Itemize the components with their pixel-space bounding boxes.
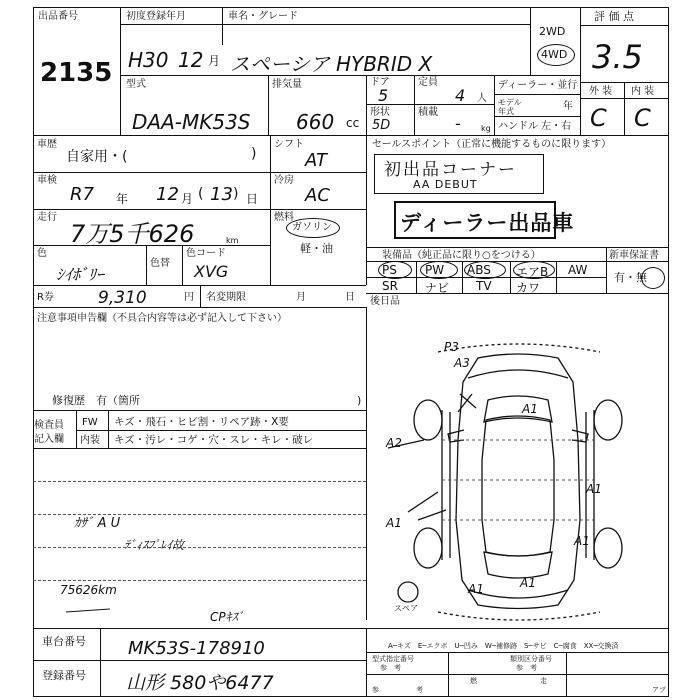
spare-label: スペア bbox=[394, 604, 418, 613]
first-reg-month: 12 bbox=[178, 48, 204, 72]
history-label: 車歴 bbox=[37, 139, 57, 150]
warranty-circle bbox=[641, 267, 665, 289]
equipment-ps-label: PS bbox=[382, 263, 397, 277]
model-value: スペーシア HYBRID X bbox=[230, 52, 433, 76]
divider bbox=[33, 172, 366, 173]
plate-value: 山形 580や6477 bbox=[126, 672, 274, 694]
divider bbox=[33, 628, 669, 629]
first-listing: 初出品コーナー bbox=[384, 160, 517, 180]
equipment-pw-circle bbox=[420, 261, 458, 279]
repair-close: ) bbox=[357, 394, 362, 407]
inspection-year-unit: 年 bbox=[116, 192, 129, 206]
equipment-label: 装備品（純正品に限り○をつける） bbox=[382, 250, 541, 261]
divider bbox=[33, 660, 366, 661]
rear-glass bbox=[484, 552, 552, 578]
diagram-mark-a1-front: A1 bbox=[522, 402, 538, 416]
doors-value: 5 bbox=[378, 86, 389, 105]
mileage-label: 走行 bbox=[37, 212, 57, 223]
grade-label: 評 価 点 bbox=[594, 10, 634, 23]
inspection-day: 13 bbox=[210, 184, 233, 205]
ref-label: 参 考 bbox=[380, 664, 401, 672]
doors-label: ドア bbox=[370, 77, 390, 88]
fw-items: キズ・飛石・ヒビ割・リペア跡・X要 bbox=[114, 416, 289, 428]
equipment-tv-label: TV bbox=[476, 279, 492, 293]
plate-label: 登録番号 bbox=[42, 669, 86, 682]
class-label: 類別区分番号 bbox=[510, 655, 552, 663]
divider bbox=[76, 410, 77, 448]
divider bbox=[366, 293, 669, 294]
equipment-tv bbox=[462, 278, 511, 293]
divider bbox=[33, 410, 366, 411]
month-label: 月 bbox=[296, 292, 306, 303]
recycle-value: 9,310 bbox=[98, 288, 147, 308]
inspection-month-unit: 月 bbox=[181, 192, 194, 206]
divider bbox=[270, 135, 271, 285]
recycle-label: R券 bbox=[37, 292, 54, 303]
diagram-mark-a1-left: A1 bbox=[386, 516, 402, 530]
divider bbox=[624, 82, 625, 135]
diagram-mark-p3: P3 bbox=[444, 340, 459, 354]
rear-seat-label: 後日品 bbox=[370, 296, 400, 307]
load-unit: kg bbox=[481, 124, 491, 133]
note-line bbox=[33, 547, 366, 548]
displacement-value: 660 bbox=[296, 110, 335, 134]
dealer-label: ディーラー・並行 bbox=[498, 80, 578, 91]
divider bbox=[366, 674, 669, 675]
divider bbox=[268, 75, 269, 135]
shape-label: 形状 bbox=[370, 107, 390, 118]
grade-value: 3.5 bbox=[592, 38, 643, 76]
shift-label: シフト bbox=[274, 139, 304, 150]
top-bar bbox=[438, 344, 600, 352]
chassis-label: 車台番号 bbox=[42, 635, 86, 648]
divider bbox=[366, 104, 494, 105]
inspection-day-unit: 日 bbox=[246, 192, 259, 206]
color-code-value: XVG bbox=[194, 262, 229, 281]
divider bbox=[366, 652, 669, 653]
handwritten-note-2: ﾃﾞｨｽﾌﾟﾚｲ故 bbox=[124, 538, 185, 552]
equipment-aw-label: AW bbox=[568, 263, 588, 277]
lot-number: 2135 bbox=[40, 58, 113, 88]
name-change-label: 名変期限 bbox=[206, 292, 246, 303]
load-value: - bbox=[455, 114, 461, 133]
mileage-ref: 走 bbox=[540, 677, 547, 685]
exterior-value: C bbox=[590, 104, 607, 132]
diagram-mark-a1-rear: A1 bbox=[520, 576, 536, 590]
divider bbox=[33, 135, 669, 136]
divider bbox=[366, 247, 669, 248]
roof-outline bbox=[482, 416, 554, 556]
warranty-label: 新車保証書 bbox=[609, 250, 659, 261]
warranty-value: 有・無 bbox=[614, 271, 647, 284]
type-spec-label: 型式指定番号 bbox=[372, 655, 414, 663]
note-line bbox=[33, 580, 366, 581]
equipment-abs-label: ABS bbox=[467, 263, 491, 277]
divider bbox=[366, 75, 367, 135]
handwritten-note-1: ｶｻﾞ A U bbox=[74, 516, 121, 531]
sheet-code: アプ bbox=[652, 686, 666, 694]
first-reg-label: 初度登録年月 bbox=[126, 11, 186, 22]
divider bbox=[222, 7, 223, 45]
diagram-mark-a3: A3 bbox=[454, 356, 470, 370]
color-label: 色 bbox=[37, 248, 47, 259]
ref-label-2: 参 考 bbox=[516, 664, 537, 672]
type-value: DAA-MK53S bbox=[132, 110, 251, 134]
equipment-aw bbox=[556, 262, 606, 277]
capacity-unit: 人 bbox=[477, 93, 487, 104]
wheel-front-right bbox=[594, 400, 622, 440]
diagram-mark-a1-rear-right: A1 bbox=[574, 534, 590, 548]
divider bbox=[494, 75, 495, 135]
divider bbox=[366, 135, 367, 285]
wheel-rear-left bbox=[414, 528, 442, 568]
equipment-airbag-circle bbox=[513, 261, 555, 279]
divider bbox=[580, 98, 669, 99]
inspection-paren-open: ( bbox=[198, 186, 204, 202]
equipment-navi bbox=[416, 278, 463, 293]
fw-label: FW bbox=[82, 417, 98, 428]
divider bbox=[33, 307, 366, 308]
equipment-pw-label: PW bbox=[425, 263, 445, 277]
model-year-label: モデル年式 bbox=[498, 98, 522, 116]
equipment-sr bbox=[378, 278, 417, 293]
fuel-label: 燃料 bbox=[274, 212, 294, 223]
equipment-ps-circle bbox=[378, 261, 412, 279]
mileage-value: 7万5千626 bbox=[70, 220, 195, 248]
displacement-unit: cc bbox=[346, 116, 360, 130]
inspection-paren-close: ) bbox=[233, 186, 239, 202]
mileage-unit: km bbox=[226, 236, 239, 245]
handwritten-note-3: 75626km bbox=[60, 583, 117, 597]
mark-stroke bbox=[408, 492, 446, 520]
divider bbox=[108, 410, 109, 448]
day-label: 日 bbox=[345, 292, 355, 303]
damage-legend: A─キズ E─エクボ U─凹み W─補修跡 S─サビ C─腐食 XX─交換済 bbox=[388, 642, 619, 650]
divider bbox=[580, 25, 669, 26]
aa-debut: AA DEBUT bbox=[413, 178, 478, 191]
exterior-label: 外 装 bbox=[589, 86, 613, 97]
caution-label: 注意事項申告欄（不具合内容等は必ず記入して下さい） bbox=[37, 313, 287, 324]
model-label: 車名・グレード bbox=[228, 11, 298, 22]
month-unit: 月 bbox=[208, 54, 221, 68]
divider bbox=[120, 24, 530, 25]
divider bbox=[580, 7, 581, 135]
divider bbox=[200, 285, 201, 307]
color-change-label: 色替 bbox=[150, 258, 170, 269]
diagram-mark-a1-right: A1 bbox=[586, 482, 602, 496]
interior-value: C bbox=[634, 104, 651, 132]
equipment-airbag-label: エアB bbox=[516, 265, 549, 279]
inspection-year: R7 bbox=[70, 184, 94, 205]
diagram-mark-a1-rear-left: A1 bbox=[468, 582, 484, 596]
divider bbox=[120, 7, 121, 135]
drive-2wd: 2WD bbox=[539, 25, 566, 38]
yen-unit: 円 bbox=[184, 292, 194, 303]
interior-items: キズ・汚レ・コゲ・穴・スレ・キレ・破レ bbox=[114, 434, 314, 446]
sales-point-label: セールスポイント（正常に機能するものに限ります） bbox=[372, 139, 612, 150]
vehicle-damage-diagram bbox=[368, 330, 668, 630]
equipment-navi-label: ナビ bbox=[425, 281, 450, 295]
divider bbox=[366, 307, 367, 620]
divider bbox=[606, 247, 607, 293]
history-close: ) bbox=[251, 146, 257, 162]
interior-notes-label: 内装 bbox=[80, 435, 100, 446]
inspector-label: 検査員 bbox=[34, 420, 64, 431]
type-label: 型式 bbox=[126, 79, 146, 90]
drive-4wd: 4WD bbox=[541, 48, 568, 61]
entry-label: 記入欄 bbox=[34, 434, 64, 445]
ref-3: 参 bbox=[372, 686, 379, 694]
displacement-label: 排気量 bbox=[272, 79, 302, 90]
dealer-stamp: ディーラー出品車 bbox=[400, 211, 575, 235]
wheel-rear-right bbox=[594, 528, 622, 568]
handwritten-note-4: CPｷｽﾞ bbox=[210, 610, 244, 624]
inspection-month: 12 bbox=[156, 184, 179, 205]
divider bbox=[100, 628, 101, 697]
divider bbox=[366, 628, 367, 697]
capacity-value: 4 bbox=[455, 86, 466, 105]
divider bbox=[33, 448, 366, 449]
capacity-label: 定員 bbox=[418, 77, 438, 88]
divider bbox=[494, 116, 580, 117]
load-label: 積載 bbox=[418, 107, 438, 118]
divider bbox=[33, 209, 366, 210]
first-reg-year: H30 bbox=[128, 48, 169, 72]
equipment-sr-label: SR bbox=[382, 279, 398, 293]
divider bbox=[530, 7, 531, 75]
color-value: ｼｲﾎﾞﾘｰ bbox=[56, 265, 105, 284]
ac-value: AC bbox=[305, 185, 330, 206]
note-line bbox=[33, 481, 366, 482]
spare-tire bbox=[398, 582, 418, 602]
interior-label: 内 装 bbox=[631, 86, 655, 97]
ref-suffix: 考 bbox=[416, 686, 423, 694]
equipment-leather bbox=[510, 278, 557, 293]
repair-label: 修復歴 有（箇所 bbox=[52, 394, 140, 407]
divider bbox=[76, 430, 366, 431]
shape-value: 5D bbox=[372, 118, 391, 133]
chassis-value: MK53S-178910 bbox=[128, 638, 265, 659]
year-unit: 年 bbox=[563, 101, 573, 112]
side-left bbox=[442, 410, 450, 560]
fuel-options: ガソリン bbox=[292, 222, 332, 233]
history-value: 自家用・( bbox=[66, 149, 128, 165]
fuel-ref: 燃 bbox=[470, 677, 477, 685]
divider bbox=[146, 245, 147, 285]
bottom-bar bbox=[438, 612, 600, 620]
handle-label: ハンドル 左・右 bbox=[498, 121, 572, 132]
body-outline bbox=[456, 354, 580, 609]
front-bumper bbox=[468, 370, 568, 378]
divider bbox=[494, 94, 580, 95]
inspection-label: 車検 bbox=[37, 175, 57, 186]
fuel-options2: 軽・油 bbox=[300, 242, 333, 255]
equipment-leather-label: カワ bbox=[516, 281, 541, 295]
diagram-mark-a2: A2 bbox=[386, 436, 402, 450]
wheel-front-left bbox=[414, 400, 442, 440]
divider bbox=[33, 245, 270, 246]
equipment-abs-circle bbox=[464, 261, 506, 279]
color-code-label: 色コード bbox=[186, 248, 226, 259]
divider bbox=[414, 75, 415, 135]
lot-label: 出品番号 bbox=[38, 11, 78, 22]
ac-label: 冷房 bbox=[274, 175, 294, 186]
divider bbox=[182, 245, 183, 285]
divider bbox=[120, 75, 580, 76]
shift-value: AT bbox=[305, 150, 327, 171]
